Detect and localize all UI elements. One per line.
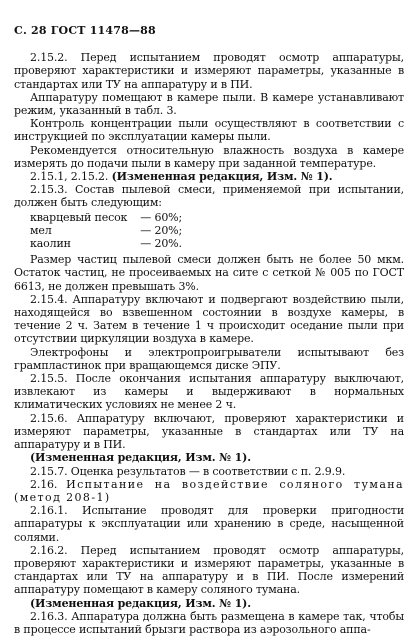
page-header: С. 28 ГОСТ 11478—88 (14, 24, 156, 37)
table-row (30, 211, 185, 224)
revision-note: (Измененная редакция, Изм. № 1). (30, 451, 251, 465)
paragraph-humidity: Рекомендуется относительную влажность воздуха в камере измерять до подачи пыли в камеру при заданной температуре. (14, 143, 404, 170)
paragraph-2-15-6: 2.15.6. Аппаратуру включают, проверяют характеристики и измеряют параметры, указанные в стандартах или ТУ на аппаратуру и в ПИ. (14, 411, 404, 452)
paragraph-electrophones: Электрофоны и электропроигрыватели испытывают без грампластинок при вращающемся диске ЭПУ. (14, 345, 404, 372)
mix-percent: — 60%; (140, 210, 183, 224)
paragraph-revision-1 (14, 170, 404, 183)
paragraph-2-15-4: 2.15.4. Аппаратуру включают и подвергают воздействию пыли, находящейся во взвешенном состоянии в воздухе камеры, в течение 2 ч. Затем в течение 1 ч происходит оседание пыли при отсутствии циркуляции воздуха в камере. (14, 292, 404, 346)
revision-note: (Измененная редакция, Изм. № 1). (111, 170, 333, 184)
paragraph-revision-3 (14, 597, 404, 610)
paragraph-particle-size: Размер частиц пылевой смеси должен быть не более 50 мкм. Остаток частиц, не просеиваемых на сите с сеткой № 005 по ГОСТ 6613, не должен превышать 3%. (14, 253, 404, 293)
paragraph-2-15-5: 2.15.5. После окончания испытания аппаратуру выключают, извлекают из камеры и выдерживают в нормальных климатических условиях не менее 2 ч. (14, 372, 404, 412)
mix-component: мел (30, 223, 52, 237)
mix-percent: — 20%; (140, 223, 183, 237)
mix-component: каолин (30, 237, 71, 251)
section-heading-2-16 (14, 478, 404, 504)
paragraph-2-15-7: 2.15.7. Оценка результатов — в соответствии с п. 2.9.9. (30, 464, 346, 478)
dust-mix-table (30, 211, 185, 251)
mix-percent: — 20%. (140, 237, 182, 251)
paragraph-2-16-2: 2.16.2. Перед испытанием проводят осмотр аппаратуры, проверяют характеристики и измеряют параметры, указанные в стандартах или ТУ на аппаратуру и в ПИ. После измерений аппаратуру помещают в камеру соляного тумана. (14, 543, 404, 597)
paragraph-2-16-3: 2.16.3. Аппаратура должна быть размещена в камере так, чтобы в процессе испытаний брызги раствора из аэрозольного аппа- (14, 609, 404, 636)
paragraph-dust-chamber: Аппаратуру помещают в камере пыли. В камере устанавливают режим, указанный в табл. 3. (14, 90, 404, 118)
table-row (30, 224, 185, 237)
paragraph-2-15-3: 2.15.3. Состав пылевой смеси, применяемой при испытании, должен быть следующим: (14, 183, 404, 210)
revision-prefix: 2.15.1, 2.15.2. (30, 170, 109, 184)
paragraph-2-15-2: 2.15.2. Перед испытанием проводят осмотр аппаратуры, проверяют характеристики и измеряют параметры, указанные в стандартах или ТУ на аппаратуру и в ПИ. (14, 51, 404, 91)
paragraph-dust-control: Контроль концентрации пыли осуществляют в соответствии с инструкцией по эксплуатации камеры пыли. (14, 117, 404, 144)
section-number: 2.16. (30, 477, 58, 491)
mix-component: кварцевый песок (30, 210, 128, 224)
paragraph-revision-2 (14, 451, 404, 464)
revision-note: (Измененная редакция, Изм. № 1). (30, 596, 251, 610)
section-title: Испытание на воздействие соляного тумана (метод 208-1) (14, 477, 404, 504)
paragraph-2-16-1: 2.16.1. Испытание проводят для проверки пригодности аппаратуры к эксплуатации или хранению в среде, насыщенной солями. (14, 504, 404, 544)
table-row (30, 237, 185, 250)
